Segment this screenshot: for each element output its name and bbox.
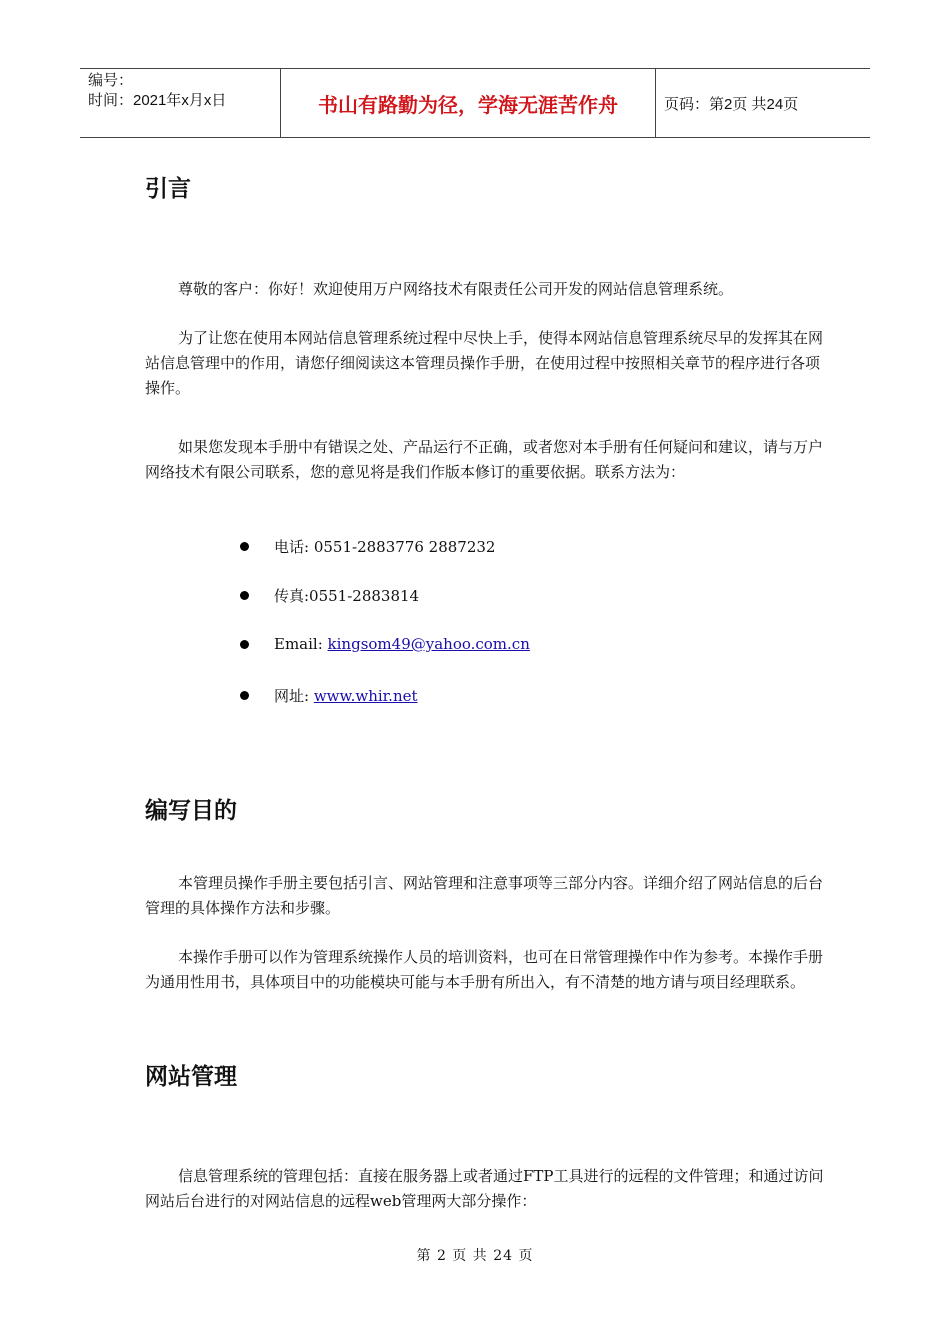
contact-website [240,685,418,706]
phone-label: 电话: [274,538,310,556]
header-motto: 书山有路勤为径，学海无涯苦作舟 [280,69,656,137]
intro-paragraph-1: 尊敬的客户：你好！欢迎使用万户网络技术有限责任公司开发的网站信息管理系统。 [178,280,734,298]
purpose-heading: 编写目的 [145,798,237,824]
purpose-paragraph-2: 本操作手册可以作为管理系统操作人员的培训资料，也可在日常管理操作中作为参考。本操作手册为通用性用书，具体项目中的功能模块可能与本手册有所出入，有不清楚的地方请与项目经理联系。 [145,948,824,991]
intro-paragraph-2: 为了让您在使用本网站信息管理系统过程中尽快上手，使得本网站信息管理系统尽早的发挥其在网站信息管理中的作用，请您仔细阅读这本管理员操作手册，在使用过程中按照相关章节的程序进行各项操作。 [145,329,824,397]
page-header [80,68,870,138]
header-left [88,71,226,111]
contact-fax [240,585,419,606]
intro-heading: 引言 [145,176,191,202]
website-label: 网址: [274,687,310,705]
intro-paragraph-3: 如果您发现本手册中有错误之处、产品运行不正确，或者您对本手册有任何疑问和建议，请与万户网络技术有限公司联系，您的意见将是我们作版本修订的重要依据。联系方法为： [145,438,824,481]
bullet-icon [240,542,249,551]
date-label: 时间：2021年x月x日 [88,92,227,109]
number-label: 编号： [88,72,134,89]
bullet-icon [240,640,249,649]
site-heading: 网站管理 [145,1064,237,1090]
purpose-paragraph-1: 本管理员操作手册主要包括引言、网站管理和注意事项等三部分内容。详细介绍了网站信息的后台管理的具体操作方法和步骤。 [145,874,824,917]
page-footer: 第 2 页 共 24 页 [416,1248,534,1264]
contact-email [240,635,530,653]
phone-value: 0551-2883776 2887232 [313,537,496,556]
email-link[interactable]: kingsom49@yahoo.com.cn [327,635,530,653]
header-page-label: 页码：第2页 共24页 [664,95,799,113]
email-label: Email: [274,635,323,653]
bullet-icon [240,691,249,700]
website-link[interactable]: www.whir.net [313,686,418,705]
site-paragraph-1: 信息管理系统的管理包括：直接在服务器上或者通过FTP工具进行的远程的文件管理；和通过访问网站后台进行的对网站信息的远程web管理两大部分操作： [145,1167,824,1210]
fax-text: 传真:0551-2883814 [274,587,420,605]
bullet-icon [240,591,249,600]
contact-phone [240,536,495,557]
